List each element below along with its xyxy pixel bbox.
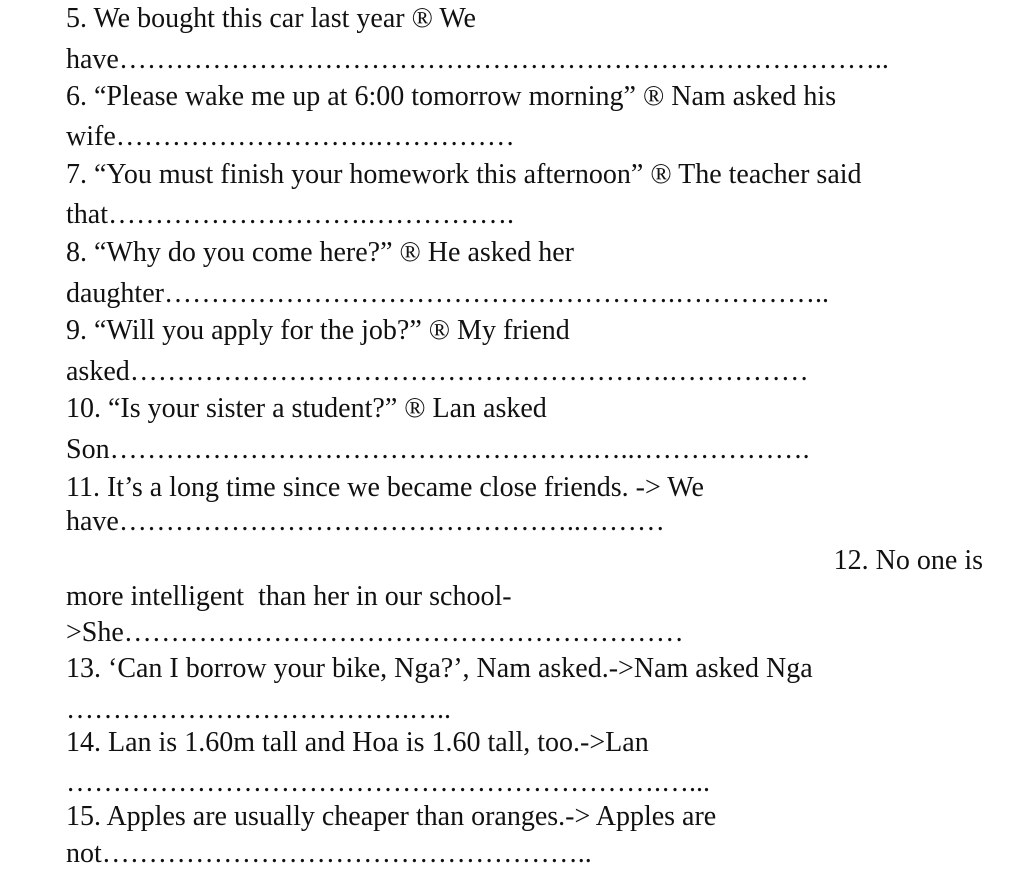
exercise-11-answer: have…………………………………………..……… bbox=[66, 506, 665, 537]
exercise-14-prompt: 14. Lan is 1.60m tall and Hoa is 1.60 tall, too.->Lan bbox=[66, 727, 649, 758]
exercise-5-answer: have……………………………………………………………………….. bbox=[66, 44, 889, 75]
exercise-9-prompt: 9. “Will you apply for the job?” ® My friend bbox=[66, 315, 570, 346]
exercise-11-prompt: 11. It’s a long time since we became close friends. -> We bbox=[66, 472, 704, 503]
exercise-12-prompt-start: 12. No one is bbox=[833, 545, 983, 576]
exercise-7-answer: that……………………….……………. bbox=[66, 199, 514, 230]
exercise-10-prompt: 10. “Is your sister a student?” ® Lan asked bbox=[66, 393, 547, 424]
exercise-6-prompt: 6. “Please wake me up at 6:00 tomorrow morning” ® Nam asked his bbox=[66, 81, 837, 112]
exercise-12-prompt-end: more intelligent than her in our school- bbox=[66, 581, 512, 612]
exercise-10-answer: Son…………………………………………….…..………………. bbox=[66, 434, 810, 465]
exercise-12-answer: >She…………………………………………………… bbox=[66, 617, 684, 648]
exercise-13-answer: ……………………………….….. bbox=[66, 694, 451, 725]
exercise-8-answer: daughter……………………………………………….…………….. bbox=[66, 278, 829, 309]
exercise-15-prompt: 15. Apples are usually cheaper than oranges.-> Apples are bbox=[66, 801, 717, 832]
exercise-6-answer: wife……………………….…………… bbox=[66, 121, 515, 152]
exercise-13-prompt: 13. ‘Can I borrow your bike, Nga?’, Nam asked.->Nam asked Nga bbox=[66, 653, 813, 684]
exercise-15-answer: not…………………………………………….. bbox=[66, 838, 592, 869]
exercise-14-answer: ……………………………………………………….…... bbox=[66, 767, 710, 798]
exercise-7-prompt: 7. “You must finish your homework this afternoon” ® The teacher said bbox=[66, 159, 862, 190]
exercise-9-answer: asked………………………………………………….…………… bbox=[66, 356, 809, 387]
exercise-8-prompt: 8. “Why do you come here?” ® He asked her bbox=[66, 237, 574, 268]
exercise-5-prompt: 5. We bought this car last year ® We bbox=[66, 3, 476, 34]
